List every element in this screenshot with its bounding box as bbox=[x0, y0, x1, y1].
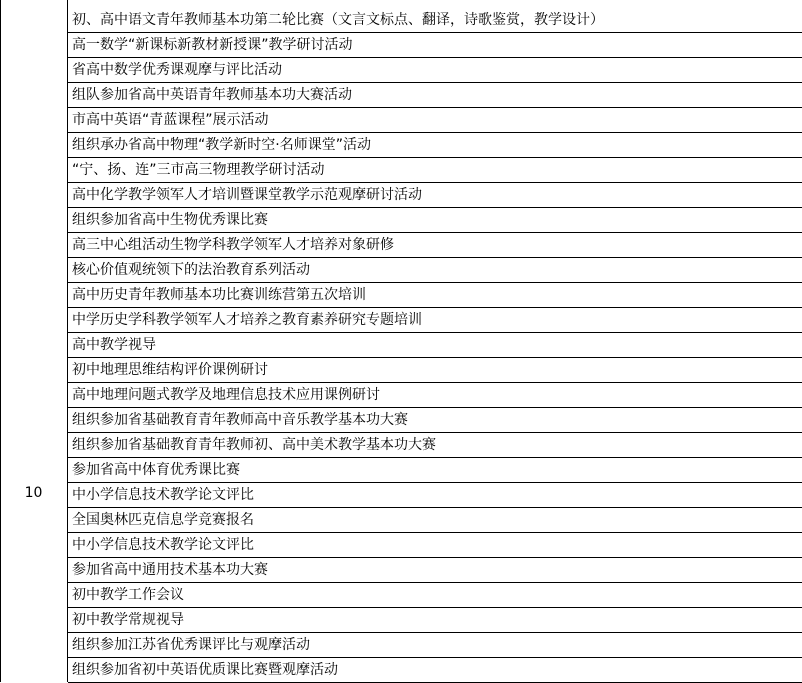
index-column-border bbox=[0, 0, 67, 682]
table-row[interactable]: 省高中数学优秀课观摩与评比活动 bbox=[68, 58, 802, 83]
table-row[interactable]: 高一数学“新课标新教材新授课”教学研讨活动 bbox=[68, 33, 802, 58]
table-row[interactable]: 中学历史学科教学领军人才培养之教育素养研究专题培训 bbox=[68, 308, 802, 333]
table-row[interactable]: 中小学信息技术教学论文评比 bbox=[68, 483, 802, 508]
table-row[interactable]: 高中教学视导 bbox=[68, 333, 802, 358]
table-row[interactable]: 高中历史青年教师基本功比赛训练营第五次培训 bbox=[68, 283, 802, 308]
table-row[interactable]: 中小学信息技术教学论文评比 bbox=[68, 533, 802, 558]
table-row[interactable]: 高中地理问题式教学及地理信息技术应用课例研讨 bbox=[68, 383, 802, 408]
table-row[interactable]: 组队参加省高中英语青年教师基本功大赛活动 bbox=[68, 83, 802, 108]
table-row[interactable]: 高中化学教学领军人才培训暨课堂教学示范观摩研讨活动 bbox=[68, 183, 802, 208]
table-row[interactable]: 组织参加省基础教育青年教师初、高中美术教学基本功大赛 bbox=[68, 433, 802, 458]
table-row[interactable]: 高三中心组活动生物学科教学领军人才培养对象研修 bbox=[68, 233, 802, 258]
activity-list bbox=[68, 8, 802, 683]
table-top-edge bbox=[68, 0, 802, 8]
table-row[interactable]: 初中地理思维结构评价课例研讨 bbox=[68, 358, 802, 383]
table-row[interactable]: 参加省高中通用技术基本功大赛 bbox=[68, 558, 802, 583]
table-row[interactable]: 初、高中语文青年教师基本功第二轮比赛（文言文标点、翻译，诗歌鉴赏，教学设计） bbox=[68, 8, 802, 33]
table-row[interactable]: 全国奥林匹克信息学竞赛报名 bbox=[68, 508, 802, 533]
table-row[interactable]: 组织承办省高中物理“教学新时空·名师课堂”活动 bbox=[68, 133, 802, 158]
table-row[interactable]: 组织参加江苏省优秀课评比与观摩活动 bbox=[68, 633, 802, 658]
table-row[interactable]: 核心价值观统领下的法治教育系列活动 bbox=[68, 258, 802, 283]
table-row[interactable]: “宁、扬、连”三市高三物理教学研讨活动 bbox=[68, 158, 802, 183]
table-row[interactable]: 组织参加省高中生物优秀课比赛 bbox=[68, 208, 802, 233]
table-row[interactable]: 组织参加省基础教育青年教师高中音乐教学基本功大赛 bbox=[68, 408, 802, 433]
table-row[interactable]: 初中教学常规视导 bbox=[68, 608, 802, 633]
table-row[interactable]: 初中教学工作会议 bbox=[68, 583, 802, 608]
table-row[interactable]: 组织参加省初中英语优质课比赛暨观摩活动 bbox=[68, 658, 802, 683]
row-index-cell[interactable]: 10 bbox=[24, 485, 43, 501]
table-row[interactable]: 市高中英语“青蓝课程”展示活动 bbox=[68, 108, 802, 133]
table-row[interactable]: 参加省高中体育优秀课比赛 bbox=[68, 458, 802, 483]
index-column bbox=[0, 0, 68, 682]
